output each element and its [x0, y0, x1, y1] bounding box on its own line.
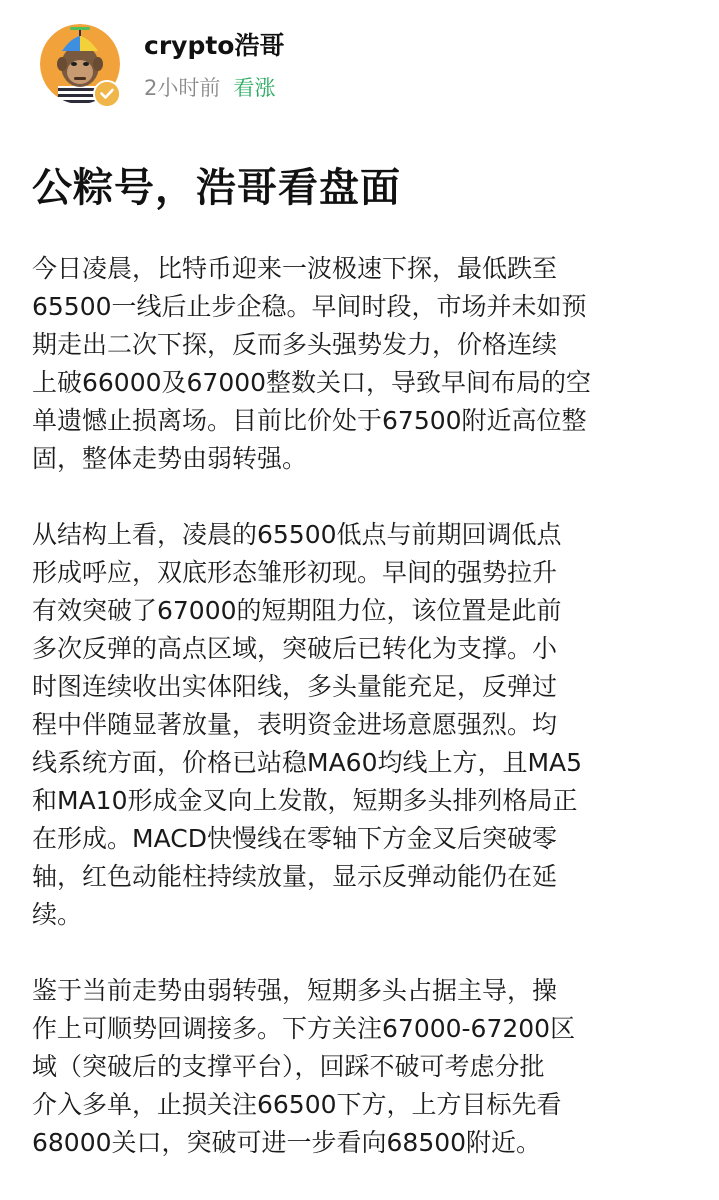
paragraph-line: 时图连续收出实体阳线，多头量能充足，反弹过	[32, 672, 558, 701]
post-header	[40, 24, 700, 108]
paragraph-line: 形成呼应，双底形态雏形初现。早间的强势拉升	[32, 558, 558, 587]
post-time: 2小时前	[144, 76, 221, 100]
paragraph-line: 单遗憾止损离场。目前比价处于67500附近高位整	[32, 406, 587, 435]
post-paragraph	[32, 516, 692, 934]
paragraph-line: 在形成。MACD快慢线在零轴下方金叉后突破零	[32, 824, 557, 853]
post-title: 公粽号，浩哥看盘面	[32, 165, 401, 211]
paragraph-line: 续。	[32, 900, 83, 929]
post-paragraph	[32, 250, 692, 478]
paragraph-line: 线系统方面，价格已站稳MA60均线上方，且MA5	[32, 748, 583, 777]
paragraph-line: 程中伴随显著放量，表明资金进场意愿强烈。均	[32, 710, 558, 739]
paragraph-line: 期走出二次下探，反而多头强势发力，价格连续	[32, 330, 558, 359]
paragraph-line: 作上可顺势回调接多。下方关注67000-67200区	[32, 1014, 576, 1043]
sentiment-tag: 看涨	[233, 76, 276, 100]
paragraph-line: 有效突破了67000的短期阻力位，该位置是此前	[32, 596, 562, 625]
paragraph-line: 轴，红色动能柱持续放量，显示反弹动能仍在延	[32, 862, 558, 891]
paragraph-line: 从结构上看，凌晨的65500低点与前期回调低点	[32, 520, 562, 549]
paragraph-line: 多次反弹的高点区域，突破后已转化为支撑。小	[32, 634, 558, 663]
paragraph-line: 和MA10形成金叉向上发散，短期多头排列格局正	[32, 786, 578, 815]
post-meta	[144, 72, 275, 104]
paragraph-line: 鉴于当前走势由弱转强，短期多头占据主导，操	[32, 976, 558, 1005]
paragraph-line: 域（突破后的支撑平台），回踩不破可考虑分批	[32, 1052, 545, 1081]
verified-badge-icon	[93, 80, 121, 108]
paragraph-line: 今日凌晨，比特币迎来一波极速下探，最低跌至	[32, 254, 558, 283]
post-paragraph	[32, 972, 692, 1162]
author-name[interactable]: crypto浩哥	[144, 31, 285, 60]
author-avatar[interactable]	[40, 24, 120, 104]
paragraph-line: 固，整体走势由弱转强。	[32, 444, 308, 473]
paragraph-line: 68000关口，突破可进一步看向68500附近。	[32, 1128, 542, 1157]
paragraph-line: 介入多单，止损关注66500下方，上方目标先看	[32, 1090, 562, 1119]
paragraph-line: 65500一线后止步企稳。早间时段，市场并未如预	[32, 292, 587, 321]
paragraph-line: 上破66000及67000整数关口，导致早间布局的空	[32, 368, 592, 397]
post-body	[32, 250, 692, 1200]
